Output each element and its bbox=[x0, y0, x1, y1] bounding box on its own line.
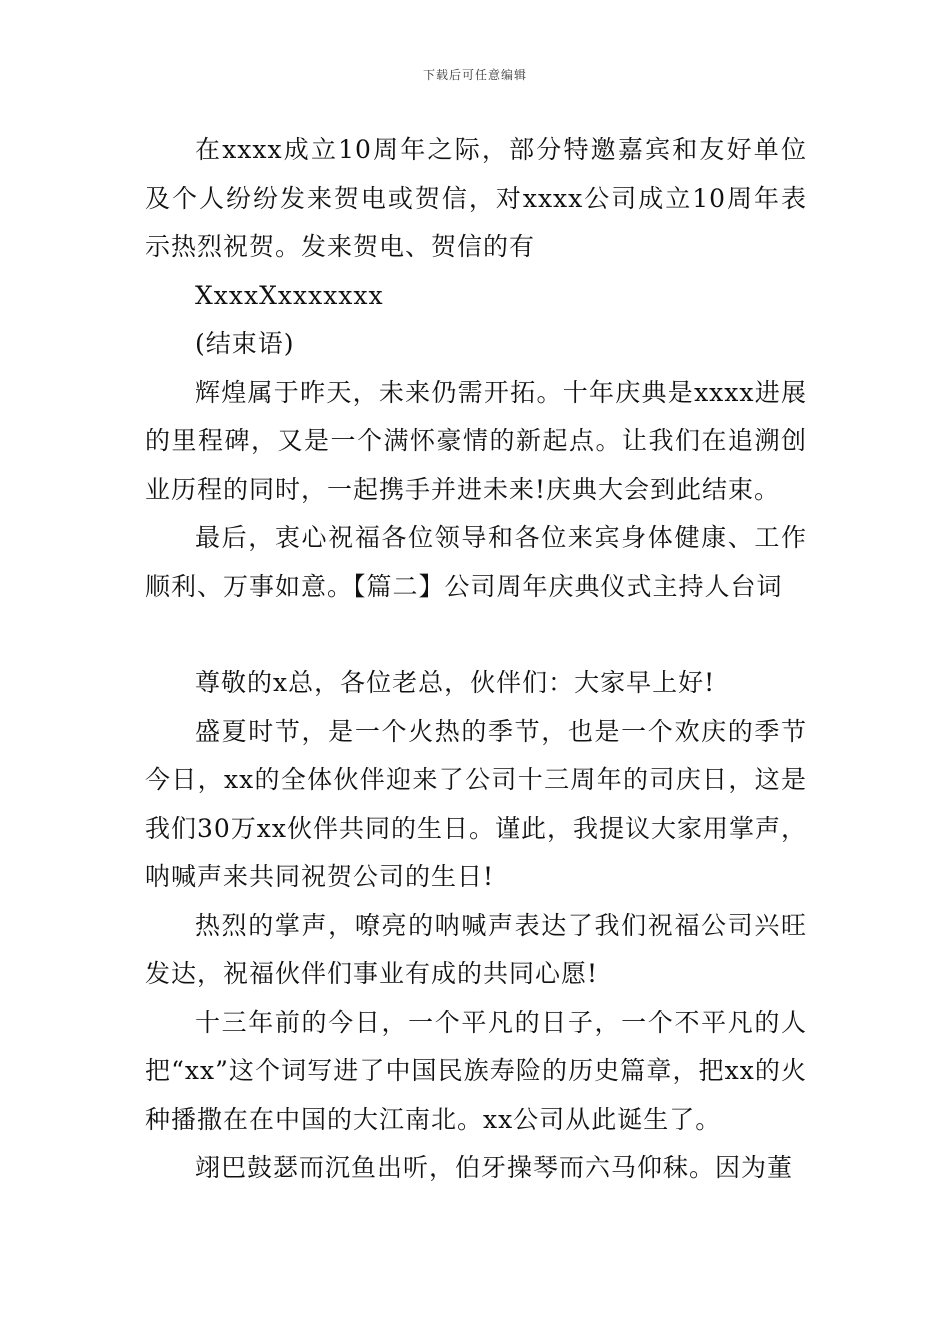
paragraph-sender-names: XxxxXxxxxxxx bbox=[195, 280, 384, 310]
document-body bbox=[145, 126, 807, 1193]
paragraph-applause: 热烈的掌声，嘹亮的呐喊声表达了我们祝福公司兴旺发达，祝福伙伴们事业有成的共同心愿! bbox=[145, 910, 807, 988]
paragraph-final-wishes: 最后，衷心祝福各位领导和各位来宾身体健康、工作顺利、万事如意。【篇二】公司周年庆典仪式主持人台词 bbox=[145, 523, 807, 601]
paragraph-summer-anniversary: 盛夏时节，是一个火热的季节，也是一个欢庆的季节今日，xx的全体伙伴迎来了公司十三周年的司庆日，这是我们30万xx伙伴共同的生日。谨此，我提议大家用掌声，呐喊声来共同祝贺公司的生日! bbox=[145, 716, 808, 891]
paragraph-classical-allusion: 翊巴鼓瑟而沉鱼出听，伯牙操琴而六马仰秣。因为董 bbox=[195, 1153, 794, 1182]
page-header-note: 下载后可任意编辑 bbox=[422, 68, 527, 82]
section-spacer bbox=[145, 611, 807, 659]
paragraph-company-history: 十三年前的今日，一个平凡的日子，一个不平凡的人把“xx”这个词写进了中国民族寿险的历史篇章，把xx的火种播撒在在中国的大江南北。xx公司从此诞生了。 bbox=[145, 1007, 807, 1134]
paragraph-anniversary-congratulations: 在xxxx成立10周年之际，部分特邀嘉宾和友好单位及个人纷纷发来贺电或贺信，对xxxx公司成立10周年表示热烈祝贺。发来贺电、贺信的有 bbox=[145, 135, 807, 261]
paragraph-closing-remarks: 辉煌属于昨天，未来仍需开拓。十年庆典是xxxx进展的里程碑，又是一个满怀豪情的新起点。让我们在追溯创业历程的同时，一起携手并进未来!庆典大会到此结束。 bbox=[145, 377, 807, 504]
paragraph-greeting: 尊敬的x总，各位老总，伙伴们：大家早上好! bbox=[195, 668, 716, 697]
paragraph-closing-heading: (结束语) bbox=[195, 329, 295, 358]
